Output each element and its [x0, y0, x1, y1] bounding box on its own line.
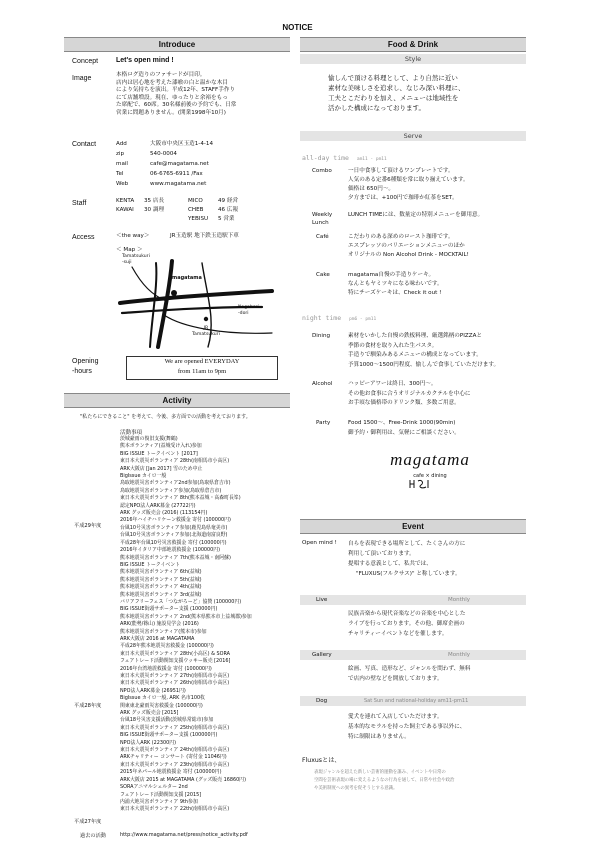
activity-year-h29: 平成29年度 — [74, 523, 102, 529]
party-text — [348, 419, 460, 438]
cafe-line: こだわりのある深めのロースト珈琲です。 — [348, 234, 454, 240]
live-text — [348, 609, 465, 639]
party-label: Party — [316, 420, 331, 426]
gallery-line: で店内の壁などを開放しております。 — [348, 676, 443, 682]
staff-label: Staff — [72, 200, 87, 207]
logo-subtitle: cafe × dining — [413, 473, 447, 479]
activity-intro: "私たちにできること" を考えて、今後、多方面での活動を考えております。 — [80, 414, 251, 420]
open-line: 自らを表現できる場所として、たくさんの方に — [348, 541, 466, 547]
style-line: 愉しんで頂ける料理として、より自然に近い — [328, 74, 458, 82]
staff-role: 35 店長 — [144, 198, 165, 204]
map-road — [150, 263, 156, 347]
contact-tel: 06-6765-6911 /Fax — [150, 171, 203, 177]
staff-role: 46 広報 — [218, 207, 239, 213]
past-activity-label: 過去の活動 — [80, 833, 106, 839]
activity-item: 東日本大震災ボランティア 8th(熊本益城・高森町長峯) — [120, 495, 241, 502]
fluxus-text — [314, 769, 454, 793]
fluxus-line: や美術制度への異考を促そうとする意識。 — [314, 786, 398, 791]
page-title: NOTICE — [282, 23, 313, 32]
activity-item: 2015年ネパール地震救援金 寄付 (100000円) — [120, 769, 222, 776]
live-label: Live — [316, 597, 328, 603]
staff-role — [144, 215, 188, 224]
dining-line: 手造りで馴染みあるメニューの構成となっています。 — [348, 352, 482, 358]
staff-role: 5 営業 — [218, 216, 235, 222]
gallery-tag: Monthly — [448, 652, 471, 658]
activity-item: NPO法人ARK募金 (26951円) — [120, 687, 186, 694]
activity-item: BIG ISSUE トークイベント [2017] — [120, 450, 198, 457]
activity-item: 2016年ハイチハリケーン救援金 寄付 (100000円) — [120, 517, 231, 524]
dining-line: 素材をいかした自慢の鉄板料理、厳選銘柄のPIZZAと — [348, 333, 482, 339]
image-label: Image — [72, 75, 92, 82]
alcohol-label: Alcohol — [312, 381, 333, 387]
activity-item: 台風10号災害ボランティア参加(鹿児島県奄美市) — [120, 524, 228, 531]
staff-name: KENTA — [116, 198, 135, 204]
cafe-line: エスプレッソのバリエーションメニューのほか — [348, 243, 465, 249]
activity-list-title: 活動事項 — [120, 430, 143, 436]
image-line: 店内は居心地を考えた漆喰の白と温かな木目 — [116, 79, 228, 86]
cafe-label: Café — [316, 234, 329, 240]
cake-label: Cake — [316, 272, 330, 278]
allday-title: all-day time — [302, 154, 349, 162]
activity-item: 熊本地震災害ボランティア(熊本市)参加 — [120, 628, 207, 635]
staff-table — [116, 197, 258, 224]
cake-text — [348, 271, 443, 298]
activity-item: 台風18号災害支援活動(茨城県常総市)参加 — [120, 717, 214, 724]
activity-year-h28: 平成28年度 — [74, 703, 102, 709]
past-activity-link[interactable]: http://www.magatama.net/press/notice_activity.pdf — [120, 832, 248, 838]
combo-label: Combo — [312, 168, 332, 174]
contact-address: 大阪市中央区玉造1-4-14 — [150, 141, 214, 147]
activity-item: 熊本地震災害ボランティア 3rd(益城) — [120, 591, 202, 598]
opening-line-2: from 11am to 9pm — [177, 368, 227, 375]
activity-item: BIG ISSUE街頭サポーター支援 (100000円) — [120, 732, 218, 739]
dog-tag: Sat Sun and national-holiday am11-pm11 — [364, 698, 469, 704]
access-label: Access — [72, 234, 95, 241]
logo-glyph-icon — [408, 478, 432, 490]
combo-line: 夕方までは、+100円で珈琲か紅茶をSET。 — [348, 195, 458, 201]
access-text: JR玉造駅 地下鉄玉造駅下車 — [170, 233, 239, 239]
contact-web[interactable]: www.magatama.net — [150, 181, 207, 187]
activity-item: ARK グッズ販売会 [2015] — [120, 710, 179, 717]
night-hours: pm6 - pm11 — [349, 317, 377, 322]
activity-item: 関東東北豪雨災害救援金 (100000円) — [120, 702, 203, 709]
activity-item: 東日本大震災ボランティア 28th(南相馬市小高区) — [120, 458, 230, 465]
activity-list — [120, 436, 252, 814]
combo-line: 一日中食事して頂けるワンプレートです。 — [348, 168, 454, 174]
activity-item: 熊本ボランティア(益城受け入れ)参加 — [120, 443, 202, 450]
contact-key: zip — [116, 151, 125, 157]
alcohol-line: ハッピーアワーは終日、300円～。 — [348, 381, 437, 387]
activity-item: 熊本地震災害ボランティア 5th(益城) — [120, 576, 202, 583]
staff-name: CHEB — [188, 207, 204, 213]
activity-item: バリアフリーフェス「つながろーど」協賛 (100000円) — [120, 598, 242, 605]
fluxus-label: Fluxusとは、 — [302, 757, 341, 764]
live-line: チャリティーイベントなどを催します。 — [348, 631, 448, 637]
activity-header: Activity — [64, 393, 290, 408]
magatama-marker — [171, 290, 177, 296]
map-road — [132, 267, 166, 301]
contact-table — [116, 139, 213, 189]
fluxus-line: 表現ジャンルを超えた新しい芸術的運動を謳み、イベントや日常の — [314, 770, 446, 775]
contact-label: Contact — [72, 141, 97, 148]
open-line: "FLUXUS(フルクサス)" と称しています。 — [356, 571, 461, 577]
staff-role: 49 経営 — [218, 198, 239, 204]
combo-line: 人気のある定番6種類を常に取り揃えています。 — [348, 177, 469, 183]
open-line: 提唱する意義として、私共では、 — [348, 561, 432, 567]
staff-name: KAWAI — [116, 207, 134, 213]
activity-item: ARK大阪店 2015 at MAGATAMA (グッズ販売 16860円) — [120, 776, 246, 783]
station-marker — [204, 317, 208, 321]
alcohol-text — [348, 380, 471, 409]
night-title: night time — [302, 314, 342, 322]
staff-role: 30 調理 — [144, 207, 165, 213]
map-road — [120, 291, 272, 303]
introduce-header: Introduce — [64, 37, 290, 52]
activity-item: 台風10号災害ボランティア参加(北海道南富良野) — [120, 532, 228, 539]
dog-line: 愛犬を連れて入店していただけます。 — [348, 714, 443, 720]
access-way: ＜the way＞ — [116, 233, 150, 239]
live-line: ライブを行っております。その他、御席企画の — [348, 621, 465, 627]
logo-glyph-stroke — [410, 480, 428, 488]
map-label-magatama: magatama — [172, 275, 202, 281]
event-header: Event — [300, 519, 526, 534]
activity-item: ARK(能勢/篠山) 施設見学会 (2016) — [120, 621, 199, 628]
weekly-text: LUNCH TIMEには、数量定の特別メニューを御用意。 — [348, 212, 484, 218]
dining-label: Dining — [312, 333, 331, 339]
open-mind-label: Open mind ! — [302, 540, 337, 546]
activity-item: ARK グッズ販売会 (2016) (113154円) — [120, 510, 208, 517]
night-label — [302, 314, 376, 322]
combo-text — [348, 167, 469, 203]
contact-key: Web — [116, 181, 129, 187]
map-label-nagahori: Nagahori -dori — [238, 305, 259, 316]
combo-line: 価格は 650円～。 — [348, 186, 395, 192]
activity-item: 平成28年台風10号災害救援金 寄付 (100000円) — [120, 539, 227, 546]
party-line: Food 1500～、Free-Drink 1000(90min) — [348, 420, 456, 426]
logo-wordmark: magatama — [390, 450, 470, 469]
activity-item: フェアトレード活動関知支援ウッキー販売 [2016] — [120, 658, 231, 665]
activity-item: BIG ISSUE トークイベント — [120, 561, 181, 568]
activity-item: 2016年イタリア中部地震救援金 (100000円) — [120, 547, 221, 554]
live-bar — [300, 595, 526, 605]
activity-item: 東日本大震災ボランティア 26th(南相馬市小高区) — [120, 680, 230, 687]
activity-item: NPO法人ARK (22300円) — [120, 739, 177, 746]
dog-bar — [300, 696, 526, 706]
activity-item: 東日本大震災ボランティア 24th(南相馬市小高区) — [120, 747, 230, 754]
image-line: にて店舗増設。現在、ゆったりと余裕をもっ — [116, 94, 228, 101]
cake-line: なんともヤミツキになる味わいです。 — [348, 281, 443, 287]
activity-item: 熊本地震災害ボランティア 4th(益城) — [120, 584, 202, 591]
gallery-text — [348, 664, 470, 684]
activity-item: 東日本大震災ボランティア 28th(小高区) & SORA — [120, 650, 231, 657]
fluxus-line: 空間を芸術表現の場に変えるようなの行為を通して、日常や社会や政治 — [314, 778, 455, 783]
dog-label: Dog — [316, 698, 328, 704]
alcohol-line: お手頃な価格帯のドリンク類、多数ご用意。 — [348, 400, 460, 406]
party-line: 御予約・御利用は、気軽にご相談ください。 — [348, 429, 460, 436]
activity-item: 東日本大震災ボランティア 23th(南相馬市小高区) — [120, 761, 230, 768]
opening-label: Opening -hours — [72, 358, 99, 375]
cake-line: 特にチーズケーキは、Check it out ! — [348, 290, 442, 296]
activity-item: SORAアニマルシェルター 2nd — [120, 784, 188, 791]
activity-item: ARKチャリティー コンサート (寄付金 11046円) — [120, 754, 227, 761]
activity-item: 内浦大地災害ボランティア 9th参加 — [120, 798, 198, 805]
dog-line: 特に制限はありません。 — [348, 734, 410, 740]
style-line: 素材な美味しさを追求し、なじみ深い料理に、 — [328, 84, 465, 92]
food-drink-header: Food & Drink — [300, 37, 526, 52]
activity-item: 認定NPO法人ARK募金 (27722円) — [120, 502, 196, 509]
activity-item: 茨城豪雨の復旧支援(舞鶴) — [120, 436, 178, 442]
activity-item: BigIssue カイロ一般, ARK 名市100枚 — [120, 695, 205, 702]
weekly-label: Weekly Lunch — [312, 212, 333, 226]
cafe-text — [348, 233, 469, 260]
allday-hours: am11 - pm11 — [356, 157, 387, 162]
opening-line-1: We are opened EVERYDAY — [164, 358, 240, 365]
concept-label: Concept — [72, 58, 99, 65]
activity-item: 鳥取地震災害ボランティア参加(鳥取県倉吉市) — [120, 487, 222, 494]
image-line: た席配で、60席。30名様前後の予約でも、日常 — [116, 102, 237, 109]
activity-item: BigIssue カイロ一般 — [120, 473, 167, 480]
contact-mail[interactable]: cafe@magatama.net — [150, 161, 209, 167]
contact-zip: 540-0004 — [150, 151, 177, 157]
image-description — [116, 72, 236, 118]
map-label: ＜ Map ＞ — [116, 247, 143, 253]
style-line: 活かした構成になっております。 — [328, 104, 425, 112]
style-text — [328, 73, 465, 113]
contact-key: mail — [116, 161, 128, 167]
open-line: 利用して頂いております。 — [348, 551, 415, 557]
activity-item: 熊本地震災害ボランティア 2nd(熊本県熊本市上益城郡)参加 — [120, 613, 252, 620]
activity-item: ARK大阪店 [Jan 2017] 雪のため中止 — [120, 465, 203, 472]
magatama-logo — [380, 450, 480, 502]
concept-text: Let's open mind ! — [116, 57, 174, 64]
activity-item: 熊本地震災害ボランティア 7th(熊本益城・南阿蘇) — [120, 554, 231, 561]
dining-line: 予算1000～1500円程度、愉しんで食事していただけます。 — [348, 361, 500, 368]
contact-key: Tel — [116, 171, 124, 177]
alcohol-line: その他お食事に合うオリジナルカクテルを中心に — [348, 390, 471, 397]
style-line: 工夫とこだわりを加え、メニューは地域性を — [328, 94, 459, 102]
staff-name: MICO — [188, 198, 203, 204]
activity-item: 2016年台湾地震救援金 寄付 (100000円) — [120, 665, 212, 672]
map-label-jr: JR Tamatsukuri — [192, 326, 220, 337]
dining-text — [348, 332, 499, 370]
contact-key: Add — [116, 141, 127, 147]
serve-subheader: Serve — [300, 131, 526, 141]
image-line: 営業に問題ありません。(開業1998年10月) — [116, 109, 226, 116]
map-label-tamatsukuri-suji: Tamatsukuri -suji — [122, 254, 150, 265]
open-mind-text — [348, 539, 465, 579]
activity-item: 東日本大震災ボランティア 25th(南相馬市小高区) — [120, 724, 230, 731]
image-line: により気持ちを演出。平成12年、STAFF手作り — [116, 87, 236, 94]
activity-item: ARK大阪店 2016 at MAGATAMA — [120, 635, 195, 642]
staff-name — [116, 215, 144, 224]
activity-item: 平成28年熊本地震災害救援金 (100000円) — [120, 643, 214, 650]
activity-item: BIG ISSUE街頭サポーター支援 (100000円) — [120, 606, 218, 613]
activity-item: フェアトレード活動関知支援 [2015] — [120, 791, 202, 798]
gallery-bar — [300, 650, 526, 660]
image-line: 本格ログ造りのファサードが目印。 — [116, 72, 206, 78]
live-tag: Monthly — [448, 597, 471, 603]
cafe-line: オリジナルの Non Alcohol Drink - MOCKTAIL! — [348, 252, 469, 258]
activity-item: 熊本地震災害ボランティア 6th(益城) — [120, 569, 202, 576]
activity-item: 鳥取地震災害ボランティア2nd参加(鳥取県倉吉市) — [120, 480, 231, 487]
style-subheader: Style — [300, 54, 526, 64]
gallery-line: 絵画、写真、造形など、ジャンルを問わず、無料 — [348, 666, 471, 672]
dog-text — [348, 712, 465, 742]
dog-line: 基本的なモラルを持った飼主である事以外に、 — [348, 724, 466, 730]
live-line: 民族音楽から現代音楽などの音楽を中心とした — [348, 611, 466, 617]
activity-item: 東日本大震災ボランティア 27th(南相馬市小高区) — [120, 673, 230, 679]
cake-line: magatama自慢の手造りケーキ。 — [348, 272, 435, 278]
activity-item: 東日本大震災ボランティア 22th(南相馬市小高区) — [120, 806, 230, 813]
opening-box — [126, 356, 278, 380]
activity-year-h27: 平成27年度 — [74, 819, 102, 825]
dining-line: 季節の食材を取り入れた生パスタ。 — [348, 342, 438, 349]
allday-label — [302, 154, 387, 162]
gallery-label: Gallery — [312, 652, 332, 658]
staff-name: YEBISU — [188, 216, 209, 222]
map-road — [158, 261, 172, 347]
